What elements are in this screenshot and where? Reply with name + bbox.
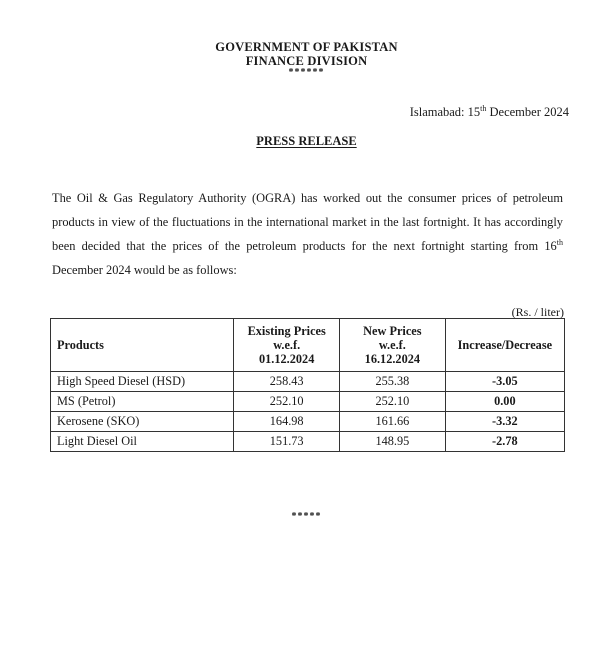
dateline-place: Islamabad: 15 (409, 105, 481, 119)
unit-label: (Rs. / liter) (511, 305, 564, 319)
existing-price: 258.43 (234, 372, 340, 392)
paragraph-text-1: The Oil & Gas Regulatory Authority (OGRA) has worked out the consumer prices of petroleum products in view of the fluctuations in the international market in the last fortnight. It has accordingly been decided that the prices of the petroleum products for the next fortnight starting from 16 (52, 191, 563, 253)
table-row (51, 432, 565, 452)
new-price: 252.10 (340, 392, 446, 412)
division-heading: FINANCE DIVISION (245, 54, 368, 68)
dateline (410, 104, 569, 120)
header-products: Products (51, 319, 234, 372)
existing-price: 164.98 (234, 412, 340, 432)
price-change: 0.00 (445, 392, 564, 412)
table-row (51, 392, 565, 412)
dateline-ordinal: th (480, 104, 487, 113)
body-paragraph (52, 186, 563, 282)
price-change: -3.05 (445, 372, 564, 392)
header-stars: ****** (288, 67, 325, 78)
dateline-month-year: December 2024 (486, 105, 569, 119)
header-new-line3: 16.12.2024 (364, 352, 421, 366)
price-change: -2.78 (445, 432, 564, 452)
table-row (51, 412, 565, 432)
existing-price: 252.10 (234, 392, 340, 412)
product-name: High Speed Diesel (HSD) (51, 372, 234, 392)
new-price: 148.95 (340, 432, 446, 452)
header-existing-line1: Existing Prices (247, 324, 326, 338)
price-table (50, 318, 565, 452)
product-name: Kerosene (SKO) (51, 412, 234, 432)
product-name: Light Diesel Oil (51, 432, 234, 452)
price-change: -3.32 (445, 412, 564, 432)
header-existing-line2: w.e.f. (273, 338, 301, 352)
press-release-title: PRESS RELEASE (256, 134, 357, 148)
footer-stars: ***** (291, 511, 322, 522)
header-existing-prices (234, 319, 340, 372)
letterhead (0, 40, 613, 78)
product-name: MS (Petrol) (51, 392, 234, 412)
header-existing-line3: 01.12.2024 (259, 352, 315, 366)
paragraph-ordinal: th (556, 238, 563, 247)
header-new-line2: w.e.f. (378, 338, 406, 352)
table-header-row (51, 319, 565, 372)
paragraph-text-2: December 2024 would be as follows: (52, 263, 237, 277)
new-price: 161.66 (340, 412, 446, 432)
government-heading: GOVERNMENT OF PAKISTAN (215, 40, 398, 54)
new-price: 255.38 (340, 372, 446, 392)
header-new-line1: New Prices (363, 324, 422, 338)
existing-price: 151.73 (234, 432, 340, 452)
header-new-prices (340, 319, 446, 372)
header-increase-decrease: Increase/Decrease (445, 319, 564, 372)
table-row (51, 372, 565, 392)
